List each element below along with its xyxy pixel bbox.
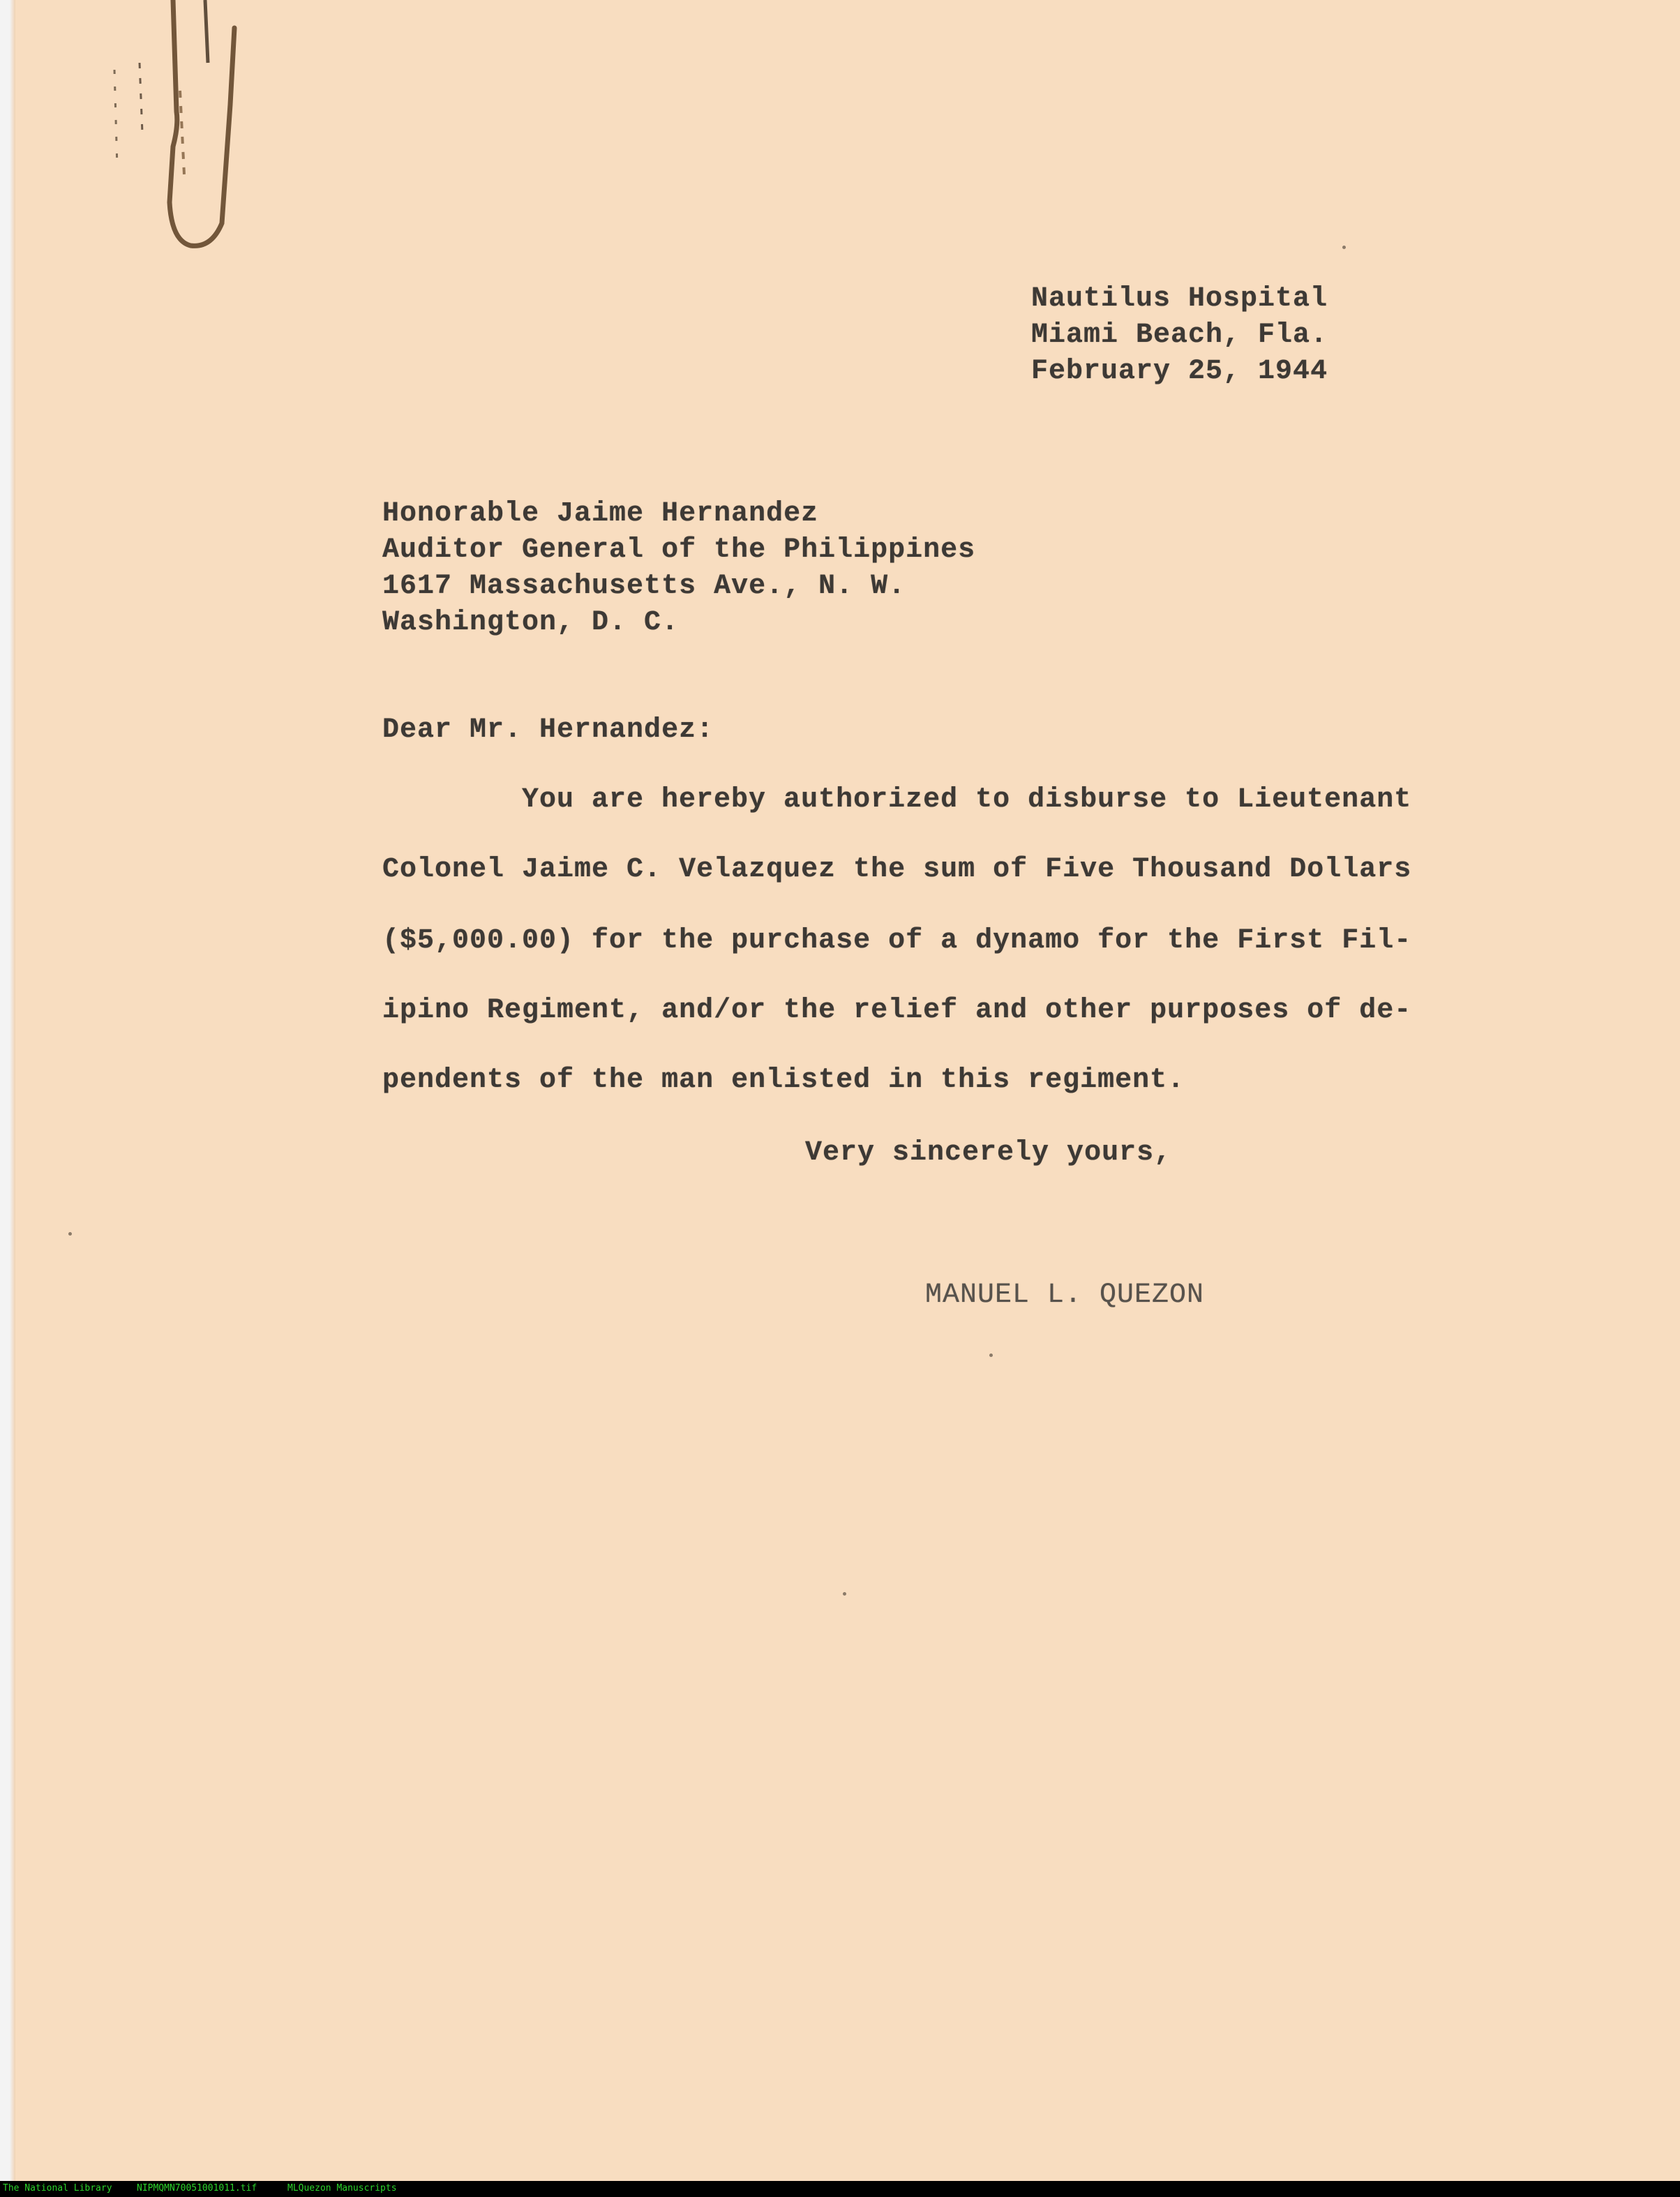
paperclip-stain-icon	[75, 0, 250, 258]
recipient-line-1: Honorable Jaime Hernandez	[382, 498, 819, 530]
body-line-5: pendents of the man enlisted in this regiment.	[382, 1065, 1185, 1096]
salutation: Dear Mr. Hernandez:	[382, 714, 714, 746]
letter-date: February 25, 1944	[1031, 356, 1328, 387]
paper-speck	[843, 1592, 846, 1596]
footer-library: The National Library	[3, 2183, 112, 2194]
recipient-line-4: Washington, D. C.	[382, 607, 680, 638]
footer-collection: MLQuezon Manuscripts	[287, 2183, 397, 2194]
recipient-line-2: Auditor General of the Philippines	[382, 534, 976, 566]
paper-speck	[1342, 246, 1346, 249]
paper-speck	[989, 1354, 993, 1357]
signature-name: MANUEL L. QUEZON	[925, 1280, 1205, 1311]
body-line-4: ipino Regiment, and/or the relief and other purposes of de-	[382, 995, 1412, 1026]
recipient-line-3: 1617 Massachusetts Ave., N. W.	[382, 571, 906, 602]
body-line-1: You are hereby authorized to disburse to Lieutenant	[522, 784, 1412, 816]
body-line-3: ($5,000.00) for the purchase of a dynamo for the First Fil-	[382, 925, 1412, 957]
sender-line-1: Nautilus Hospital	[1031, 283, 1328, 315]
closing: Very sincerely yours,	[805, 1137, 1172, 1169]
sender-line-2: Miami Beach, Fla.	[1031, 320, 1328, 351]
body-line-2: Colonel Jaime C. Velazquez the sum of Five Thousand Dollars	[382, 854, 1412, 885]
footer-filename: NIPMQMN70051001011.tif	[137, 2183, 257, 2194]
scan-edge	[0, 0, 15, 2181]
paper-speck	[68, 1232, 72, 1236]
